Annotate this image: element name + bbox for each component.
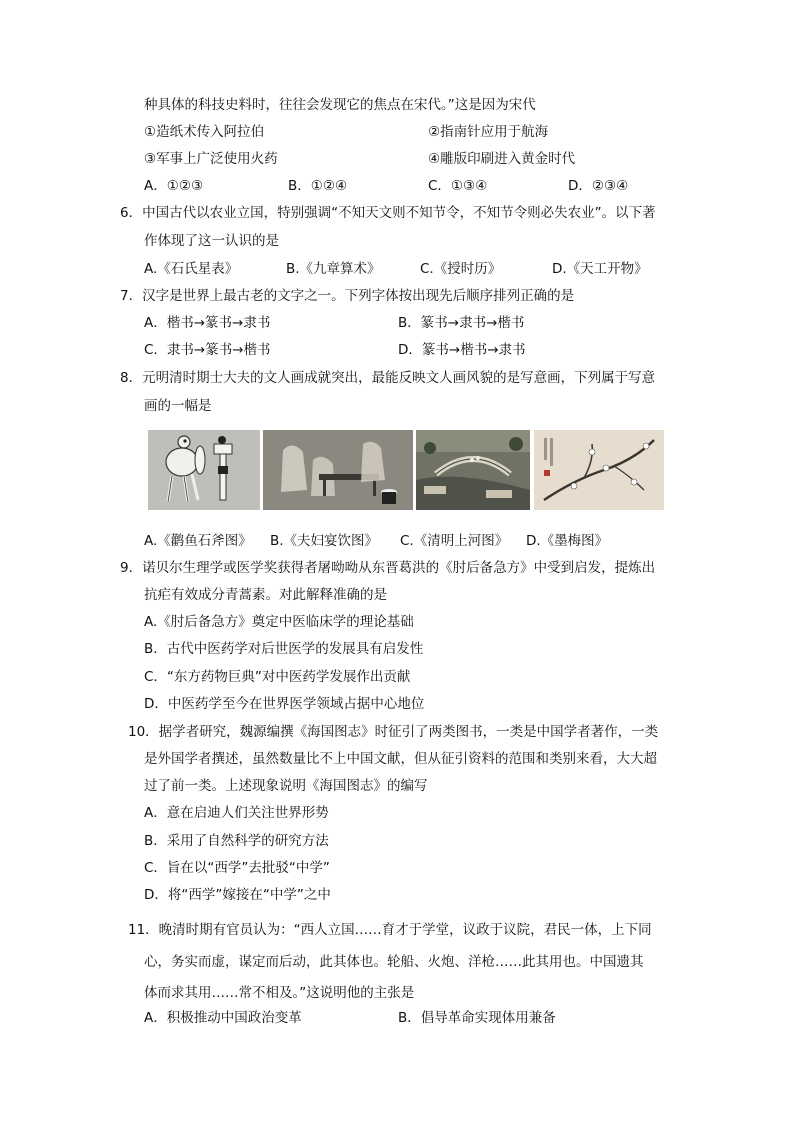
q5-option-c: C．①③④: [428, 178, 488, 194]
q10-option-b: B．采用了自然科学的研究方法: [144, 833, 329, 849]
q9-option-a: A.《肘后备急方》奠定中医临床学的理论基础: [144, 614, 414, 630]
q10-option-c: C．旨在以“西学”去批驳“中学”: [144, 860, 330, 876]
painting-ink-plum: [534, 430, 664, 510]
q5-option-d: D．②③④: [568, 178, 629, 194]
q6-stem-line2: 作体现了这一认识的是: [144, 233, 279, 249]
q8-option-a: A.《鹳鱼石斧图》: [144, 533, 252, 549]
q9-stem-line2: 抗疟有效成分青蒿素。对此解释准确的是: [144, 587, 387, 603]
q6-option-c: C.《授时历》: [420, 261, 502, 277]
q6-option-a: A.《石氏星表》: [144, 261, 239, 277]
q9-option-b: B．古代中医药学对后世医学的发展具有启发性: [144, 641, 424, 657]
q8-stem-line2: 画的一幅是: [144, 398, 212, 414]
q8-option-b: B.《夫妇宴饮图》: [270, 533, 379, 549]
painting-couple-banquet: [263, 430, 413, 510]
q11-stem-line3: 体而求其用……常不相及。”这说明他的主张是: [144, 985, 415, 1001]
q11-stem-line2: 心，务实而虚，谋定而后动，此其体也。轮船、火炮、洋枪……此其用也。中国遗其: [144, 954, 644, 970]
q10-stem-line1: 10．据学者研究，魏源编撰《海国图志》时征引了两类图书，一类是中国学者著作，一类: [128, 724, 659, 740]
q11-option-a: A．积极推动中国政治变革: [144, 1010, 302, 1026]
q5-option-b: B．①②④: [288, 178, 348, 194]
q10-stem-line3: 过了前一类。上述现象说明《海国图志》的编写: [144, 778, 428, 794]
q9-option-c: C．“东方药物巨典”对中医药学发展作出贡献: [144, 669, 411, 685]
q7-option-b: B．篆书→隶书→楷书: [398, 315, 525, 331]
q8-option-d: D.《墨梅图》: [526, 533, 609, 549]
q6-option-d: D.《天工开物》: [552, 261, 648, 277]
painting-qingming-riverside: [416, 430, 530, 510]
q10-option-d: D．将“西学”嫁接在“中学”之中: [144, 887, 331, 903]
q7-option-c: C．隶书→篆书→楷书: [144, 342, 271, 358]
q11-option-b: B．倡导革命实现体用兼备: [398, 1010, 556, 1026]
q5-statement-1: ①造纸术传入阿拉伯: [144, 124, 265, 140]
q5-stem-tail: 种具体的科技史料时，往往会发现它的焦点在宋代。”这是因为宋代: [144, 97, 536, 113]
q5-option-a: A．①②③: [144, 178, 204, 194]
q5-statement-3: ③军事上广泛使用火药: [144, 151, 278, 167]
q8-option-c: C.《清明上河图》: [400, 533, 509, 549]
q7-option-d: D．篆书→楷书→隶书: [398, 342, 526, 358]
painting-stork-fish-axe: [148, 430, 260, 510]
q5-statement-4: ④雕版印刷进入黄金时代: [428, 151, 576, 167]
q6-option-b: B.《九章算术》: [286, 261, 381, 277]
q9-stem-line1: 9．诺贝尔生理学或医学奖获得者屠呦呦从东晋葛洪的《肘后备急方》中受到启发，提炼出: [120, 560, 656, 576]
q5-statement-2: ②指南针应用于航海: [428, 124, 549, 140]
q7-stem: 7．汉字是世界上最古老的文字之一。下列字体按出现先后顺序排列正确的是: [120, 288, 575, 304]
q11-stem-line1: 11．晚清时期有官员认为：“西人立国……育才于学堂，议政于议院，君民一体，上下同: [128, 922, 652, 938]
q10-stem-line2: 是外国学者撰述，虽然数量比不上中国文献，但从征引资料的范围和类别来看，大大超: [144, 751, 657, 767]
q6-stem-line1: 6．中国古代以农业立国，特别强调“不知天文则不知节令，不知节令则必失农业”。以下著: [120, 205, 656, 221]
q8-stem-line1: 8．元明清时期士大夫的文人画成就突出，最能反映文人画风貌的是写意画，下列属于写意: [120, 370, 656, 386]
q10-option-a: A．意在启迪人们关注世界形势: [144, 805, 329, 821]
q7-option-a: A．楷书→篆书→隶书: [144, 315, 271, 331]
q9-option-d: D．中医药学至今在世界医学领域占据中心地位: [144, 696, 425, 712]
